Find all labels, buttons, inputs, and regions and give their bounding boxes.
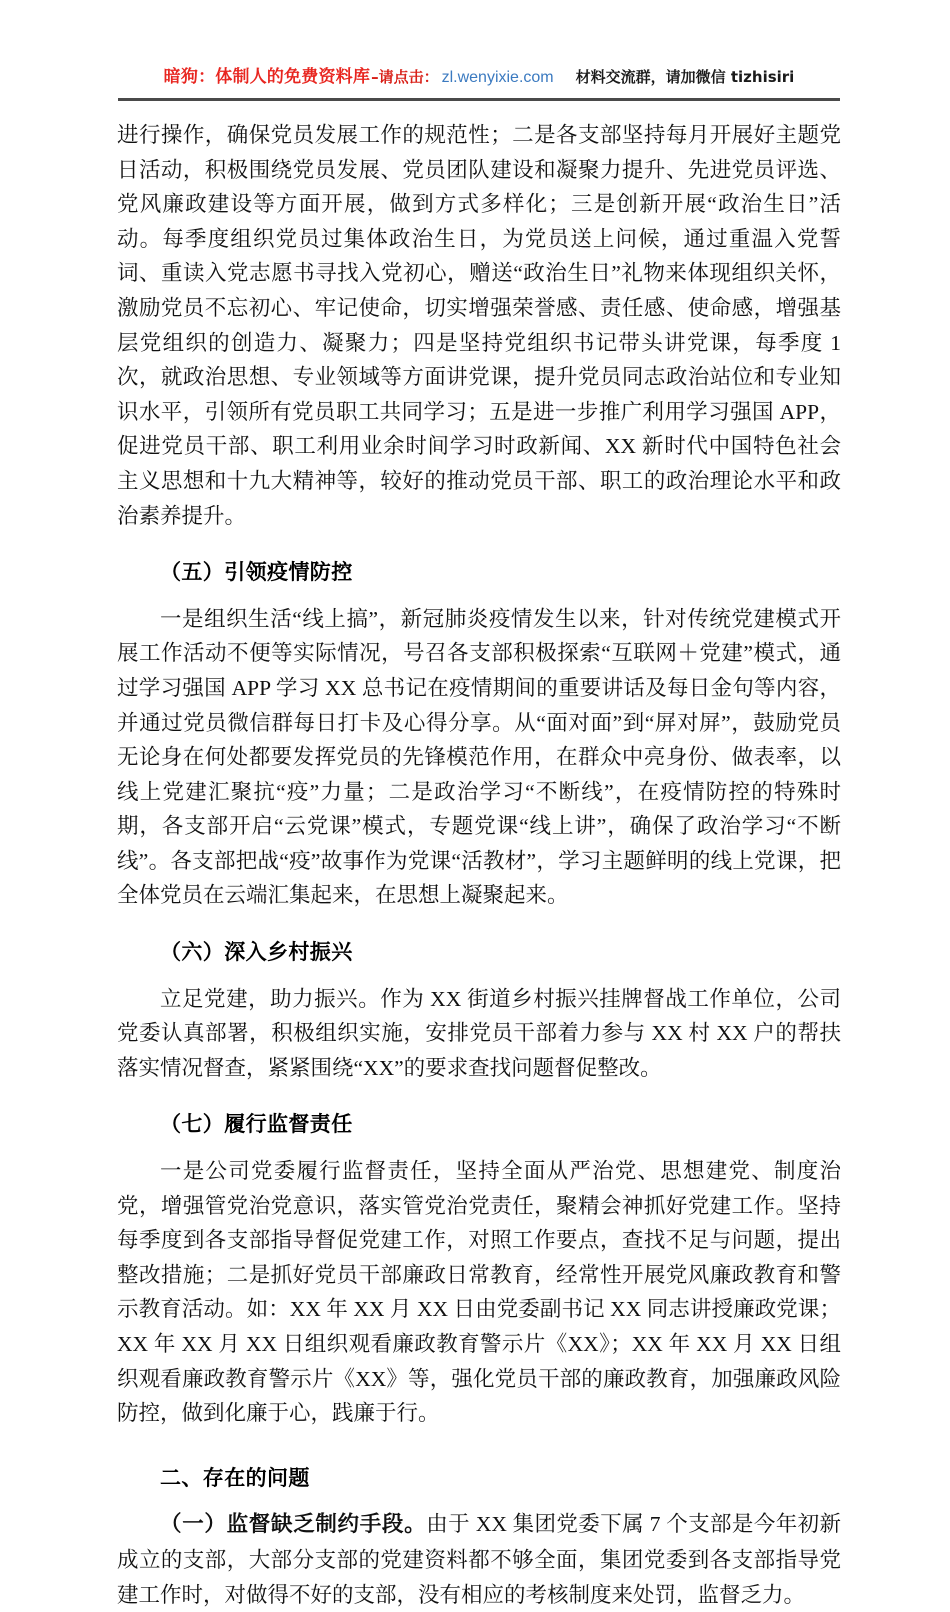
section-heading-five: （五）引领疫情防控: [160, 560, 353, 585]
spacer: [117, 1142, 841, 1154]
promo-site-link[interactable]: zl.wenyixie.com: [441, 69, 554, 86]
section-heading-two-problems: 二、存在的问题: [160, 1465, 310, 1490]
spacer: [117, 970, 841, 982]
promo-banner-content: [164, 62, 795, 93]
body-paragraph: 立足党建，助力振兴。作为 XX 街道乡村振兴挂牌督战工作单位，公司党委认真部署，积极组织实施，安排党员干部着力参与 XX 村 XX 户的帮扶落实情况督查，紧紧围绕“XX”的要求查找问题督促整改。: [117, 986, 841, 1080]
spacer: [117, 1431, 841, 1461]
spacer: [117, 590, 841, 602]
body-paragraph: 一是组织生活“线上搞”，新冠肺炎疫情发生以来，针对传统党建模式开展工作活动不便等实际情况，号召各支部积极探索“互联网＋党建”模式，通过学习强国 APP 学习 XX 总书记在疫情期间的重要讲话及每日金句等内容，并通过党员微信群每日打卡及心得分享。从“面对面”到“屏对屏”，鼓励党员无论身在何处都要发挥党员的先锋模范作用，在群众中亮身份、做表率，以线上党建汇聚抗“疫”力量；二是政治学习“不断线”，在疫情防控的特殊时期，各支部开启“云党课”模式，专题党课“线上讲”，确保了政治学习“不断线”。各支部把战“疫”故事作为党课“活教材”，学习主题鲜明的线上党课，把全体党员在云端汇集起来，在思想上凝聚起来。: [117, 606, 841, 908]
spacer: [117, 1085, 841, 1107]
promo-brand-text: 暗狗：体制人的免费资料库: [163, 67, 371, 87]
promo-wechat-text: 材料交流群，请加微信 tizhisiri: [575, 68, 795, 86]
paragraph-rest: 由于 XX 集团党委下属 7 个支部是今年初新成立的支部，大部分支部的党建资料都不够全面，集团党委到各支部指导党建工作时，对做得不好的支部，没有相应的考核制度来处罚，监督乏力。: [117, 1512, 841, 1607]
spacer: [117, 533, 841, 555]
body-paragraph: 进行操作，确保党员发展工作的规范性；二是各支部坚持每月开展好主题党日活动，积极围绕党员发展、党员团队建设和凝聚力提升、先进党员评选、党风廉政建设等方面开展，做到方式多样化；三是创新开展“政治生日”活动。每季度组织党员过集体政治生日，为党员送上问候，通过重温入党誓词、重读入党志愿书寻找入党初心，赠送“政治生日”礼物来体现组织关怀，激励党员不忘初心、牢记使命，切实增强荣誉感、责任感、使命感，增强基层党组织的创造力、凝聚力；四是坚持党组织书记带头讲党课，每季度 1 次，就政治思想、专业领域等方面讲党课，提升党员同志政治站位和专业知识水平，引领所有党员职工共同学习；五是进一步推广利用学习强国 APP，促进党员干部、职工利用业余时间学习时政新闻、XX 新时代中国特色社会主义思想和十九大精神等，较好的推动党员干部、职工的政治理论水平和政治素养提升。: [117, 123, 841, 528]
document-body: [117, 118, 841, 1612]
body-paragraph-mixed: [117, 1507, 841, 1612]
section-heading-seven: （七）履行监督责任: [160, 1112, 353, 1137]
header-divider-rule: [118, 98, 840, 101]
spacer: [117, 913, 841, 935]
spacer: [117, 1495, 841, 1507]
body-paragraph: 一是公司党委履行监督责任，坚持全面从严治党、思想建党、制度治党，增强管党治党意识，落实管党治党责任，聚精会神抓好党建工作。坚持每季度到各支部指导督促党建工作，对照工作要点，查找不足与问题，提出整改措施；二是抓好党员干部廉政日常教育，经常性开展党风廉政教育和警示教育活动。如：XX 年 XX 月 XX 日由党委副书记 XX 同志讲授廉政党课；XX 年 XX 月 XX 日组织观看廉政教育警示片《XX》；XX 年 XX 月 XX 日组织观看廉政教育警示片《XX》等，强化党员干部的廉政教育，加强廉政风险防控，做到化廉于心，践廉于行。: [117, 1159, 841, 1426]
promo-click-prompt: –请点击：: [371, 68, 439, 86]
promo-banner: [118, 62, 840, 96]
paragraph-lead-bold: （一）监督缺乏制约手段。: [160, 1512, 427, 1538]
section-heading-six: （六）深入乡村振兴: [160, 940, 353, 965]
